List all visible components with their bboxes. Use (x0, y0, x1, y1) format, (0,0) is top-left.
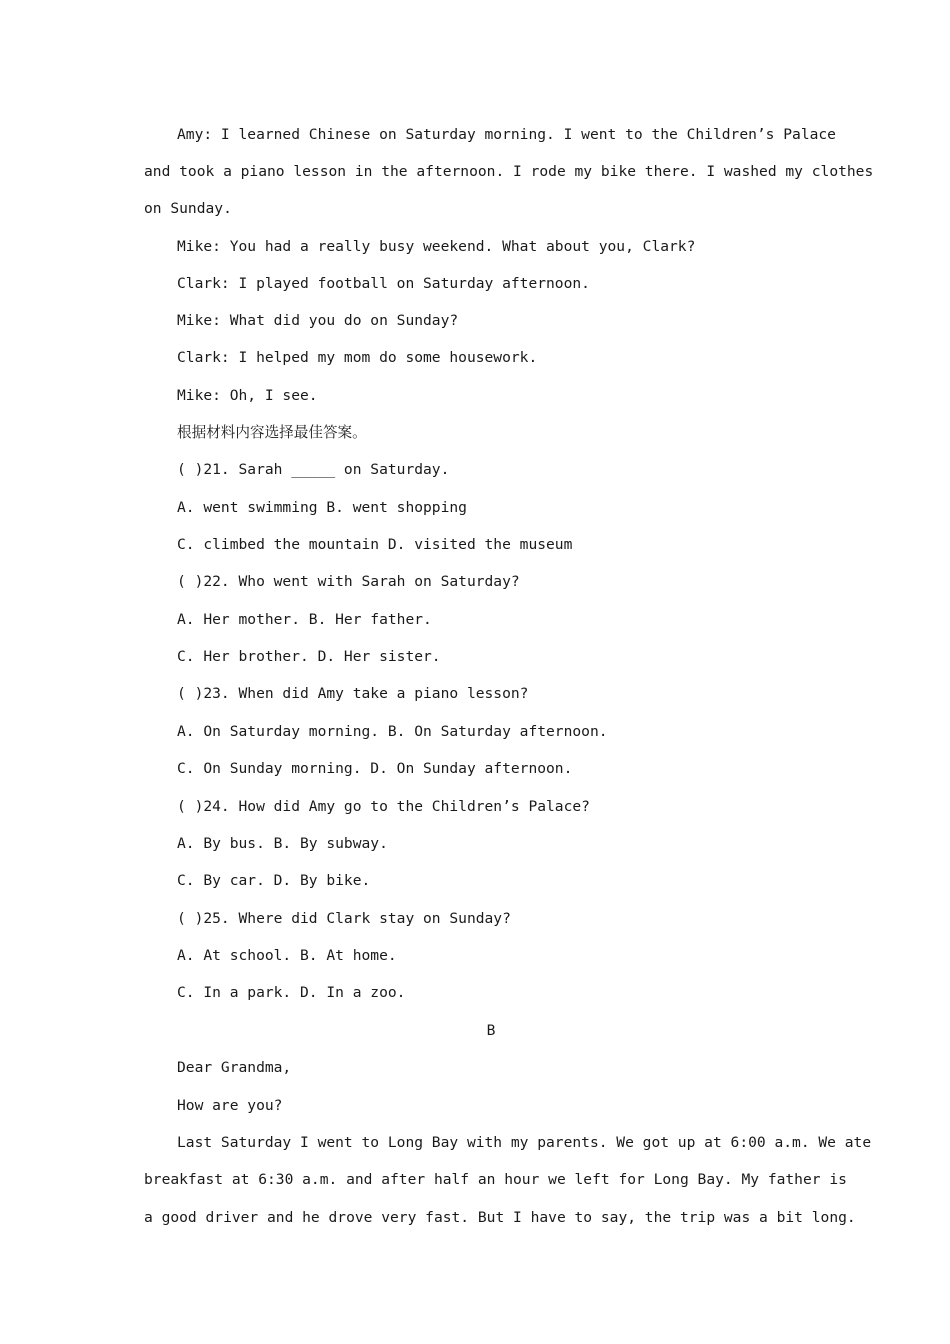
question-22-options-ab: A. Her mother. B. Her father. (177, 611, 432, 628)
question-24-options-ab: A. By bus. B. By subway. (177, 835, 388, 852)
question-25-stem: ( )25. Where did Clark stay on Sunday? (177, 910, 511, 927)
question-21-options-cd: C. climbed the mountain D. visited the museum (177, 536, 573, 553)
letter-salutation: Dear Grandma, (177, 1059, 292, 1076)
amy-line-1: Amy: I learned Chinese on Saturday morning. I went to the Children’s Palace (177, 126, 836, 143)
mike-line-3: Mike: Oh, I see. (177, 387, 318, 404)
question-25-options-ab: A. At school. B. At home. (177, 947, 397, 964)
letter-paragraph-line-1: Last Saturday I went to Long Bay with my parents. We got up at 6:00 a.m. We ate (177, 1134, 872, 1151)
section-b-heading: B (486, 1022, 496, 1039)
question-23-options-ab: A. On Saturday morning. B. On Saturday afternoon. (177, 723, 608, 740)
amy-line-2: and took a piano lesson in the afternoon. I rode my bike there. I washed my clothes (144, 163, 874, 180)
question-21-stem: ( )21. Sarah _____ on Saturday. (177, 461, 450, 478)
question-25-options-cd: C. In a park. D. In a zoo. (177, 984, 406, 1001)
question-22-options-cd: C. Her brother. D. Her sister. (177, 648, 441, 665)
question-23-options-cd: C. On Sunday morning. D. On Sunday afternoon. (177, 760, 573, 777)
instruction-text: 根据材料内容选择最佳答案。 (177, 424, 367, 441)
amy-line-3: on Sunday. (144, 200, 232, 217)
clark-line-2: Clark: I helped my mom do some housework. (177, 349, 538, 366)
letter-paragraph-line-3: a good driver and he drove very fast. But I have to say, the trip was a bit long. (144, 1209, 856, 1226)
question-22-stem: ( )22. Who went with Sarah on Saturday? (177, 573, 520, 590)
question-21-options-ab: A. went swimming B. went shopping (177, 499, 467, 516)
letter-greeting: How are you? (177, 1097, 283, 1114)
mike-line-2: Mike: What did you do on Sunday? (177, 312, 459, 329)
clark-line-1: Clark: I played football on Saturday afternoon. (177, 275, 590, 292)
question-24-stem: ( )24. How did Amy go to the Children’s Palace? (177, 798, 590, 815)
question-23-stem: ( )23. When did Amy take a piano lesson? (177, 685, 529, 702)
question-24-options-cd: C. By car. D. By bike. (177, 872, 371, 889)
letter-paragraph-line-2: breakfast at 6:30 a.m. and after half an hour we left for Long Bay. My father is (144, 1171, 847, 1188)
mike-line-1: Mike: You had a really busy weekend. What about you, Clark? (177, 238, 696, 255)
